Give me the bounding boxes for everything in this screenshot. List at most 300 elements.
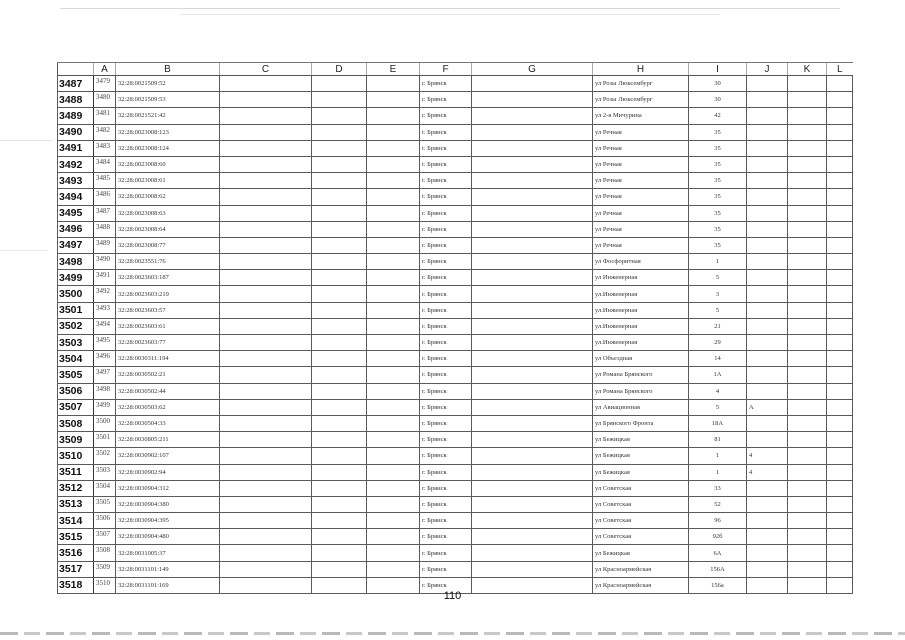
column-header[interactable]: H <box>593 63 689 76</box>
cell[interactable] <box>312 76 367 92</box>
cell-index[interactable]: 3509 <box>94 561 116 577</box>
column-header[interactable]: E <box>367 63 420 76</box>
cell-street[interactable]: ул Бежицкая <box>593 464 689 480</box>
cell[interactable] <box>312 92 367 108</box>
cell[interactable] <box>788 205 827 221</box>
cell[interactable] <box>312 189 367 205</box>
cell[interactable] <box>220 124 312 140</box>
cell-index[interactable]: 3482 <box>94 124 116 140</box>
cell[interactable] <box>827 545 853 561</box>
cell[interactable] <box>788 545 827 561</box>
row-number[interactable]: 3494 <box>58 189 94 205</box>
cell-house-number[interactable]: 35 <box>689 124 747 140</box>
cell-city[interactable]: г. Брянск <box>420 254 472 270</box>
cell[interactable] <box>367 464 420 480</box>
cell[interactable] <box>367 173 420 189</box>
cell-house-number[interactable]: 42 <box>689 108 747 124</box>
cell[interactable] <box>472 156 593 172</box>
cell[interactable] <box>827 221 853 237</box>
cell[interactable] <box>220 189 312 205</box>
cell-city[interactable]: г. Брянск <box>420 124 472 140</box>
cell[interactable] <box>220 221 312 237</box>
cell-index[interactable]: 3490 <box>94 254 116 270</box>
cell[interactable] <box>788 415 827 431</box>
cell-index[interactable]: 3479 <box>94 76 116 92</box>
cell[interactable] <box>788 448 827 464</box>
cell-index[interactable]: 3484 <box>94 156 116 172</box>
cell-street[interactable]: ул Советская <box>593 480 689 496</box>
cell-building[interactable] <box>747 221 788 237</box>
column-header[interactable]: D <box>312 63 367 76</box>
cell[interactable] <box>827 318 853 334</box>
cell[interactable] <box>312 156 367 172</box>
cell-cadastral-number[interactable]: 32:28:0031101:149 <box>116 561 220 577</box>
cell-street[interactable]: ул Речная <box>593 156 689 172</box>
cell[interactable] <box>220 464 312 480</box>
cell-house-number[interactable]: 92б <box>689 529 747 545</box>
cell-street[interactable]: ул Розы Люксембург <box>593 92 689 108</box>
cell-building[interactable] <box>747 270 788 286</box>
cell-index[interactable]: 3507 <box>94 529 116 545</box>
cell-city[interactable]: г. Брянск <box>420 351 472 367</box>
cell[interactable] <box>367 270 420 286</box>
cell-index[interactable]: 3493 <box>94 302 116 318</box>
cell-house-number[interactable]: 33 <box>689 480 747 496</box>
cell[interactable] <box>827 335 853 351</box>
cell-building[interactable] <box>747 92 788 108</box>
cell-building[interactable]: 4 <box>747 464 788 480</box>
cell-street[interactable]: ул 2-я Мичурина <box>593 108 689 124</box>
cell[interactable] <box>220 318 312 334</box>
cell[interactable] <box>312 448 367 464</box>
cell-house-number[interactable]: 29 <box>689 335 747 351</box>
cell-house-number[interactable]: 6А <box>689 545 747 561</box>
column-header[interactable]: F <box>420 63 472 76</box>
cell-city[interactable]: г. Брянск <box>420 189 472 205</box>
cell[interactable] <box>472 335 593 351</box>
cell-building[interactable] <box>747 189 788 205</box>
cell[interactable] <box>472 237 593 253</box>
cell-street[interactable]: ул Романа Брянского <box>593 383 689 399</box>
cell[interactable] <box>220 529 312 545</box>
cell-cadastral-number[interactable]: 32:28:0030902:94 <box>116 464 220 480</box>
cell-index[interactable]: 3481 <box>94 108 116 124</box>
cell[interactable] <box>220 513 312 529</box>
row-number[interactable]: 3498 <box>58 254 94 270</box>
row-number[interactable]: 3514 <box>58 513 94 529</box>
cell[interactable] <box>367 383 420 399</box>
cell[interactable] <box>827 367 853 383</box>
cell[interactable] <box>220 205 312 221</box>
cell-cadastral-number[interactable]: 32:28:0023008:61 <box>116 173 220 189</box>
cell-street[interactable]: ул.Инженерная <box>593 335 689 351</box>
cell[interactable] <box>220 351 312 367</box>
cell-index[interactable]: 3483 <box>94 140 116 156</box>
cell-street[interactable]: ул Речная <box>593 221 689 237</box>
cell-street[interactable]: ул Речная <box>593 189 689 205</box>
cell[interactable] <box>788 254 827 270</box>
cell-building[interactable] <box>747 335 788 351</box>
cell-street[interactable]: ул Речная <box>593 124 689 140</box>
cell[interactable] <box>367 529 420 545</box>
cell[interactable] <box>312 513 367 529</box>
row-number[interactable]: 3517 <box>58 561 94 577</box>
cell[interactable] <box>788 561 827 577</box>
cell[interactable] <box>367 335 420 351</box>
cell[interactable] <box>472 92 593 108</box>
cell-street[interactable]: ул Советская <box>593 513 689 529</box>
cell[interactable] <box>788 173 827 189</box>
cell-building[interactable] <box>747 367 788 383</box>
row-number[interactable]: 3488 <box>58 92 94 108</box>
row-number[interactable]: 3501 <box>58 302 94 318</box>
cell[interactable] <box>312 335 367 351</box>
cell-cadastral-number[interactable]: 32:28:0030502:44 <box>116 383 220 399</box>
cell[interactable] <box>312 254 367 270</box>
row-number[interactable]: 3493 <box>58 173 94 189</box>
cell[interactable] <box>367 124 420 140</box>
cell-cadastral-number[interactable]: 32:28:0030902:107 <box>116 448 220 464</box>
cell[interactable] <box>220 545 312 561</box>
cell-street[interactable]: ул Советская <box>593 496 689 512</box>
cell-house-number[interactable]: 21 <box>689 318 747 334</box>
cell[interactable] <box>472 513 593 529</box>
cell[interactable] <box>312 221 367 237</box>
cell-index[interactable]: 3492 <box>94 286 116 302</box>
cell-cadastral-number[interactable]: 32:28:0023008:124 <box>116 140 220 156</box>
cell-house-number[interactable]: 30 <box>689 76 747 92</box>
cell-cadastral-number[interactable]: 32:28:0023551:76 <box>116 254 220 270</box>
cell[interactable] <box>312 415 367 431</box>
cell[interactable] <box>472 399 593 415</box>
cell-city[interactable]: г. Брянск <box>420 237 472 253</box>
cell[interactable] <box>788 156 827 172</box>
cell[interactable] <box>788 108 827 124</box>
cell-building[interactable] <box>747 140 788 156</box>
cell[interactable] <box>312 108 367 124</box>
cell-building[interactable] <box>747 496 788 512</box>
cell-house-number[interactable]: 35 <box>689 221 747 237</box>
cell-building[interactable] <box>747 254 788 270</box>
cell-index[interactable]: 3487 <box>94 205 116 221</box>
cell-city[interactable]: г. Брянск <box>420 496 472 512</box>
cell[interactable] <box>827 399 853 415</box>
row-number[interactable]: 3516 <box>58 545 94 561</box>
cell-index[interactable]: 3497 <box>94 367 116 383</box>
cell-street[interactable]: ул Бежицкая <box>593 448 689 464</box>
cell[interactable] <box>312 383 367 399</box>
cell-building[interactable]: А <box>747 399 788 415</box>
column-header[interactable]: C <box>220 63 312 76</box>
cell[interactable] <box>827 173 853 189</box>
cell-house-number[interactable]: 5 <box>689 270 747 286</box>
cell[interactable] <box>472 415 593 431</box>
cell-house-number[interactable]: 5 <box>689 399 747 415</box>
cell[interactable] <box>367 432 420 448</box>
cell[interactable] <box>472 383 593 399</box>
row-number[interactable]: 3503 <box>58 335 94 351</box>
cell-index[interactable]: 3501 <box>94 432 116 448</box>
cell[interactable] <box>220 480 312 496</box>
cell-house-number[interactable]: 35 <box>689 140 747 156</box>
cell-street[interactable]: ул Речная <box>593 237 689 253</box>
row-number[interactable]: 3490 <box>58 124 94 140</box>
cell-cadastral-number[interactable]: 32:28:0023008:62 <box>116 189 220 205</box>
cell-house-number[interactable]: 30 <box>689 92 747 108</box>
cell-index[interactable]: 3495 <box>94 335 116 351</box>
cell-city[interactable]: г. Брянск <box>420 529 472 545</box>
cell-building[interactable] <box>747 561 788 577</box>
cell-street[interactable]: ул Розы Люксембург <box>593 76 689 92</box>
cell-house-number[interactable]: 1 <box>689 254 747 270</box>
cell[interactable] <box>367 480 420 496</box>
cell[interactable] <box>472 189 593 205</box>
row-number[interactable]: 3508 <box>58 415 94 431</box>
cell-city[interactable]: г. Брянск <box>420 108 472 124</box>
cell-building[interactable] <box>747 351 788 367</box>
cell-index[interactable]: 3506 <box>94 513 116 529</box>
cell[interactable] <box>827 448 853 464</box>
cell[interactable] <box>367 221 420 237</box>
cell[interactable] <box>367 237 420 253</box>
cell-city[interactable]: г. Брянск <box>420 76 472 92</box>
column-header[interactable]: A <box>94 63 116 76</box>
cell[interactable] <box>220 92 312 108</box>
row-number[interactable]: 3515 <box>58 529 94 545</box>
cell[interactable] <box>788 270 827 286</box>
cell-house-number[interactable]: 35 <box>689 189 747 205</box>
cell-building[interactable] <box>747 156 788 172</box>
corner-header[interactable] <box>58 63 94 76</box>
cell[interactable] <box>220 173 312 189</box>
cell-building[interactable] <box>747 108 788 124</box>
cell-city[interactable]: г. Брянск <box>420 173 472 189</box>
column-header[interactable]: J <box>747 63 788 76</box>
cell-index[interactable]: 3499 <box>94 399 116 415</box>
cell-house-number[interactable]: 35 <box>689 156 747 172</box>
cell-index[interactable]: 3504 <box>94 480 116 496</box>
cell-cadastral-number[interactable]: 32:28:0030904:312 <box>116 480 220 496</box>
cell[interactable] <box>220 399 312 415</box>
cell-street[interactable]: ул Красноармейская <box>593 577 689 593</box>
cell[interactable] <box>312 270 367 286</box>
cell[interactable] <box>788 318 827 334</box>
cell-street[interactable]: ул Объездная <box>593 351 689 367</box>
cell[interactable] <box>788 302 827 318</box>
cell[interactable] <box>367 415 420 431</box>
cell[interactable] <box>220 302 312 318</box>
cell-city[interactable]: г. Брянск <box>420 92 472 108</box>
cell[interactable] <box>220 367 312 383</box>
cell-index[interactable]: 3489 <box>94 237 116 253</box>
cell[interactable] <box>827 561 853 577</box>
cell[interactable] <box>312 237 367 253</box>
cell[interactable] <box>827 205 853 221</box>
cell-index[interactable]: 3502 <box>94 448 116 464</box>
cell[interactable] <box>472 318 593 334</box>
row-number[interactable]: 3491 <box>58 140 94 156</box>
cell[interactable] <box>220 108 312 124</box>
cell[interactable] <box>312 173 367 189</box>
cell-city[interactable]: г. Брянск <box>420 205 472 221</box>
cell[interactable] <box>788 513 827 529</box>
cell-cadastral-number[interactable]: 32:28:0023008:123 <box>116 124 220 140</box>
cell-street[interactable]: ул Речная <box>593 140 689 156</box>
cell[interactable] <box>827 286 853 302</box>
cell[interactable] <box>367 318 420 334</box>
cell-city[interactable]: г. Брянск <box>420 415 472 431</box>
cell[interactable] <box>312 302 367 318</box>
cell[interactable] <box>312 561 367 577</box>
cell[interactable] <box>472 529 593 545</box>
cell[interactable] <box>472 221 593 237</box>
cell-building[interactable] <box>747 432 788 448</box>
cell-building[interactable] <box>747 286 788 302</box>
cell[interactable] <box>367 189 420 205</box>
cell[interactable] <box>367 496 420 512</box>
cell[interactable] <box>827 432 853 448</box>
cell-cadastral-number[interactable]: 32:28:0021509:52 <box>116 76 220 92</box>
cell[interactable] <box>312 124 367 140</box>
cell-building[interactable] <box>747 205 788 221</box>
cell[interactable] <box>827 76 853 92</box>
cell-index[interactable]: 3505 <box>94 496 116 512</box>
cell-index[interactable]: 3508 <box>94 545 116 561</box>
cell-cadastral-number[interactable]: 32:28:0030904:380 <box>116 496 220 512</box>
cell[interactable] <box>220 254 312 270</box>
cell[interactable] <box>788 335 827 351</box>
cell[interactable] <box>827 383 853 399</box>
cell[interactable] <box>312 480 367 496</box>
cell-index[interactable]: 3494 <box>94 318 116 334</box>
cell[interactable] <box>827 513 853 529</box>
cell[interactable] <box>220 237 312 253</box>
cell[interactable] <box>472 254 593 270</box>
cell[interactable] <box>788 124 827 140</box>
cell[interactable] <box>367 156 420 172</box>
cell-building[interactable] <box>747 302 788 318</box>
cell[interactable] <box>788 76 827 92</box>
cell-cadastral-number[interactable]: 32:28:0030904:395 <box>116 513 220 529</box>
cell[interactable] <box>827 464 853 480</box>
cell[interactable] <box>367 286 420 302</box>
cell[interactable] <box>788 237 827 253</box>
cell[interactable] <box>827 92 853 108</box>
row-number[interactable]: 3509 <box>58 432 94 448</box>
cell[interactable] <box>220 561 312 577</box>
cell[interactable] <box>827 529 853 545</box>
cell[interactable] <box>367 92 420 108</box>
cell-index[interactable]: 3488 <box>94 221 116 237</box>
cell-city[interactable]: г. Брянск <box>420 286 472 302</box>
cell-house-number[interactable]: 156А <box>689 561 747 577</box>
cell-city[interactable]: г. Брянск <box>420 156 472 172</box>
cell-city[interactable]: г. Брянск <box>420 335 472 351</box>
cell[interactable] <box>827 156 853 172</box>
cell-cadastral-number[interactable]: 32:28:0030503:62 <box>116 399 220 415</box>
row-number[interactable]: 3513 <box>58 496 94 512</box>
cell[interactable] <box>788 286 827 302</box>
cell-cadastral-number[interactable]: 32:28:0030805:211 <box>116 432 220 448</box>
cell-cadastral-number[interactable]: 32:28:0023008:64 <box>116 221 220 237</box>
cell-city[interactable]: г. Брянск <box>420 367 472 383</box>
cell[interactable] <box>312 545 367 561</box>
row-number[interactable]: 3505 <box>58 367 94 383</box>
cell[interactable] <box>220 286 312 302</box>
cell[interactable] <box>788 92 827 108</box>
cell-city[interactable]: г. Брянск <box>420 448 472 464</box>
cell[interactable] <box>788 432 827 448</box>
cell[interactable] <box>827 351 853 367</box>
cell[interactable] <box>367 367 420 383</box>
cell-city[interactable]: г. Брянск <box>420 432 472 448</box>
cell-city[interactable]: г. Брянск <box>420 318 472 334</box>
cell-cadastral-number[interactable]: 32:28:0031101:169 <box>116 577 220 593</box>
cell-cadastral-number[interactable]: 32:28:0023603:57 <box>116 302 220 318</box>
cell[interactable] <box>788 189 827 205</box>
cell-house-number[interactable]: 156а <box>689 577 747 593</box>
cell-street[interactable]: ул.Инженерная <box>593 302 689 318</box>
row-number[interactable]: 3497 <box>58 237 94 253</box>
cell-building[interactable]: 4 <box>747 448 788 464</box>
cell-house-number[interactable]: 1А <box>689 367 747 383</box>
cell-city[interactable]: г. Брянск <box>420 270 472 286</box>
cell-street[interactable]: ул Авиационная <box>593 399 689 415</box>
cell-index[interactable]: 3491 <box>94 270 116 286</box>
cell[interactable] <box>827 140 853 156</box>
cell-street[interactable]: ул.Инженерная <box>593 318 689 334</box>
row-number[interactable]: 3512 <box>58 480 94 496</box>
cell-street[interactable]: ул Фосфоритная <box>593 254 689 270</box>
row-number[interactable]: 3511 <box>58 464 94 480</box>
cell[interactable] <box>472 545 593 561</box>
cell-cadastral-number[interactable]: 32:28:0030502:21 <box>116 367 220 383</box>
cell[interactable] <box>472 270 593 286</box>
cell[interactable] <box>788 351 827 367</box>
cell-house-number[interactable]: 3 <box>689 286 747 302</box>
cell[interactable] <box>367 205 420 221</box>
cell-city[interactable]: г. Брянск <box>420 221 472 237</box>
cell[interactable] <box>472 561 593 577</box>
column-header[interactable]: K <box>788 63 827 76</box>
cell[interactable] <box>220 76 312 92</box>
cell-cadastral-number[interactable]: 32:28:0023603:219 <box>116 286 220 302</box>
cell[interactable] <box>367 545 420 561</box>
cell-street[interactable]: ул Речная <box>593 205 689 221</box>
row-number[interactable]: 3502 <box>58 318 94 334</box>
cell[interactable] <box>312 496 367 512</box>
cell[interactable] <box>220 335 312 351</box>
cell-cadastral-number[interactable]: 32:28:0030904:480 <box>116 529 220 545</box>
cell[interactable] <box>472 205 593 221</box>
cell-index[interactable]: 3486 <box>94 189 116 205</box>
cell[interactable] <box>312 399 367 415</box>
cell-house-number[interactable]: 18А <box>689 415 747 431</box>
cell-index[interactable]: 3480 <box>94 92 116 108</box>
cell[interactable] <box>472 108 593 124</box>
cell-cadastral-number[interactable]: 32:28:0023603:77 <box>116 335 220 351</box>
cell-street[interactable]: ул Речная <box>593 173 689 189</box>
column-header[interactable]: I <box>689 63 747 76</box>
cell-city[interactable]: г. Брянск <box>420 399 472 415</box>
cell[interactable] <box>788 480 827 496</box>
row-number[interactable]: 3499 <box>58 270 94 286</box>
cell[interactable] <box>312 367 367 383</box>
cell[interactable] <box>827 124 853 140</box>
row-number[interactable]: 3496 <box>58 221 94 237</box>
cell[interactable] <box>220 415 312 431</box>
cell-cadastral-number[interactable]: 32:28:0021509:53 <box>116 92 220 108</box>
